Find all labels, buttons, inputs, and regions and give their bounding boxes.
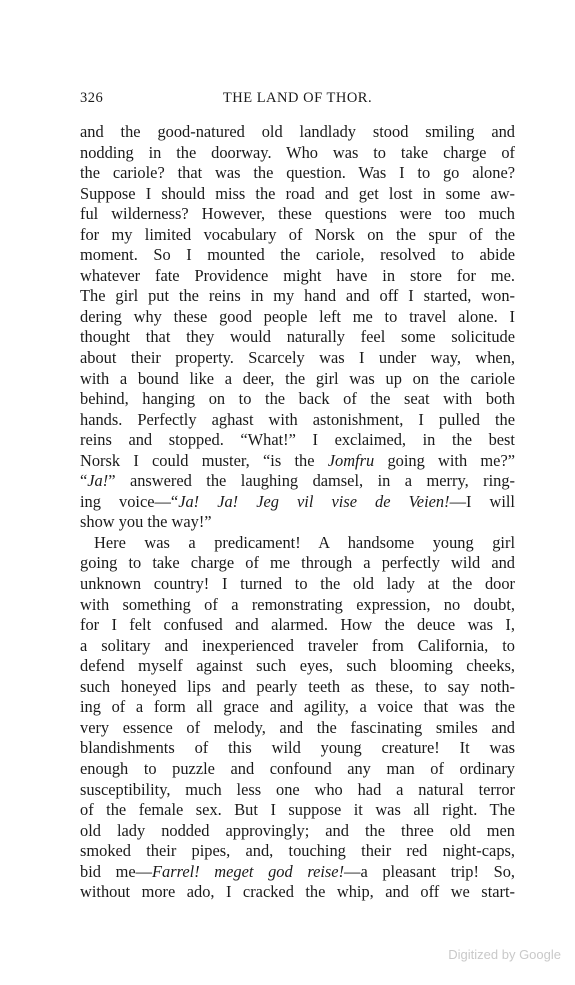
text-segment: hands. Perfectly aghast with astonishment, I pulled the bbox=[80, 409, 515, 429]
text-line bbox=[80, 533, 515, 554]
text-segment: without more ado, I cracked the whip, and off we start- bbox=[80, 882, 515, 902]
text-line bbox=[80, 471, 515, 492]
text-line bbox=[80, 389, 515, 410]
text-line bbox=[80, 369, 515, 390]
italic-phrase: Ja! Ja! Jeg vil vise de Veien! bbox=[178, 491, 450, 511]
text-segment: blandishments of this wild young creature! It was bbox=[80, 738, 515, 758]
text-line bbox=[80, 780, 515, 801]
text-segment: bid me— bbox=[80, 861, 153, 881]
text-segment: the cariole? that was the question. Was I to go alone? bbox=[80, 163, 515, 183]
text-line bbox=[80, 451, 515, 472]
text-line bbox=[80, 327, 515, 348]
italic-phrase: Jomfru bbox=[327, 450, 375, 470]
text-segment: —a pleasant trip! So, bbox=[344, 861, 515, 881]
text-line bbox=[80, 677, 515, 698]
text-line bbox=[80, 143, 515, 164]
text-segment: unknown country! I turned to the old lady at the door bbox=[80, 574, 515, 594]
page-number: 326 bbox=[80, 90, 104, 106]
text-segment: The girl put the reins in my hand and off I started, won- bbox=[80, 286, 515, 306]
text-segment: for I felt confused and alarmed. How the deuce was I, bbox=[80, 615, 515, 635]
text-segment: about their property. Scarcely was I under way, when, bbox=[80, 348, 515, 368]
text-segment: behind, hanging on to the back of the seat with both bbox=[80, 389, 515, 409]
text-segment: reins and stopped. “What!” I exclaimed, in the best bbox=[80, 430, 515, 450]
text-line bbox=[80, 718, 515, 739]
text-segment: dering why these good people left me to travel alone. I bbox=[80, 306, 515, 326]
text-segment: and the good-natured old landlady stood smiling and bbox=[80, 122, 515, 141]
text-line bbox=[80, 430, 515, 451]
text-segment: for my limited vocabulary of Norsk on the spur of the bbox=[80, 224, 515, 244]
text-segment: moment. So I mounted the cariole, resolved to abide bbox=[80, 245, 515, 265]
text-segment: going to take charge of me through a perfectly wild and bbox=[80, 553, 515, 573]
text-line bbox=[80, 636, 515, 657]
text-line bbox=[80, 656, 515, 677]
text-segment: nodding in the doorway. Who was to take charge of bbox=[80, 142, 515, 162]
text-line bbox=[80, 307, 515, 328]
text-line bbox=[80, 184, 515, 205]
text-line bbox=[80, 862, 515, 883]
text-segment: very essence of melody, and the fascinating smiles and bbox=[80, 717, 515, 737]
italic-phrase: Farrel! meget god reise! bbox=[152, 861, 345, 881]
text-segment: susceptibility, much less one who had a natural terror bbox=[80, 779, 515, 799]
italic-phrase: Ja! bbox=[87, 471, 109, 491]
text-segment: —I will bbox=[449, 491, 515, 511]
text-line bbox=[80, 204, 515, 225]
text-line bbox=[80, 410, 515, 431]
text-segment: going with me?” bbox=[374, 450, 515, 470]
text-line bbox=[80, 512, 515, 533]
text-segment: old lady nodded approvingly; and the three old men bbox=[80, 820, 515, 840]
text-segment: ” answered the laughing damsel, in a merry, ring- bbox=[108, 471, 515, 491]
text-segment: Suppose I should miss the road and get lost in some aw- bbox=[80, 183, 515, 203]
text-segment: ing voice—“ bbox=[80, 491, 179, 511]
text-segment: smoked their pipes, and, touching their red night-caps, bbox=[80, 841, 515, 861]
text-segment: ing of a form all grace and agility, a voice that was the bbox=[80, 697, 515, 717]
text-line bbox=[80, 759, 515, 780]
text-line bbox=[80, 492, 515, 513]
text-line bbox=[80, 738, 515, 759]
text-line bbox=[80, 553, 515, 574]
text-segment: “ bbox=[80, 471, 88, 491]
running-head: THE LAND OF THOR. bbox=[222, 90, 373, 106]
text-line bbox=[80, 163, 515, 184]
text-segment: thought that they would naturally feel some solicitude bbox=[80, 327, 515, 347]
digitized-watermark: Digitized by Google bbox=[448, 947, 561, 962]
text-line bbox=[80, 697, 515, 718]
text-segment: Here was a predicament! A handsome young girl bbox=[94, 532, 515, 552]
text-segment: whatever fate Providence might have in store for me. bbox=[80, 265, 515, 285]
text-line bbox=[80, 286, 515, 307]
text-segment: of the female sex. But I suppose it was all right. The bbox=[80, 800, 515, 820]
text-line bbox=[80, 266, 515, 287]
text-line bbox=[80, 800, 515, 821]
body-text bbox=[80, 122, 515, 903]
text-line bbox=[80, 882, 515, 903]
text-segment: enough to puzzle and confound any man of ordinary bbox=[80, 758, 515, 778]
text-line bbox=[80, 122, 515, 143]
text-line bbox=[80, 821, 515, 842]
text-segment: ful wilderness? However, these questions were too much bbox=[80, 204, 515, 224]
text-line bbox=[80, 595, 515, 616]
text-line bbox=[80, 615, 515, 636]
text-line bbox=[80, 245, 515, 266]
text-segment: defend myself against such eyes, such blooming cheeks, bbox=[80, 656, 515, 676]
text-segment: show you the way!” bbox=[80, 512, 212, 532]
text-line bbox=[80, 348, 515, 369]
text-segment: Norsk I could muster, “is the bbox=[80, 450, 328, 470]
text-line bbox=[80, 574, 515, 595]
text-segment: such honeyed lips and pearly teeth as these, to say noth- bbox=[80, 676, 515, 696]
text-segment: a solitary and inexperienced traveler from California, to bbox=[80, 635, 515, 655]
text-segment: with something of a remonstrating expression, no doubt, bbox=[80, 594, 515, 614]
text-line bbox=[80, 225, 515, 246]
text-line bbox=[80, 841, 515, 862]
page-header bbox=[80, 90, 515, 110]
text-segment: with a bound like a deer, the girl was up on the cariole bbox=[80, 368, 515, 388]
